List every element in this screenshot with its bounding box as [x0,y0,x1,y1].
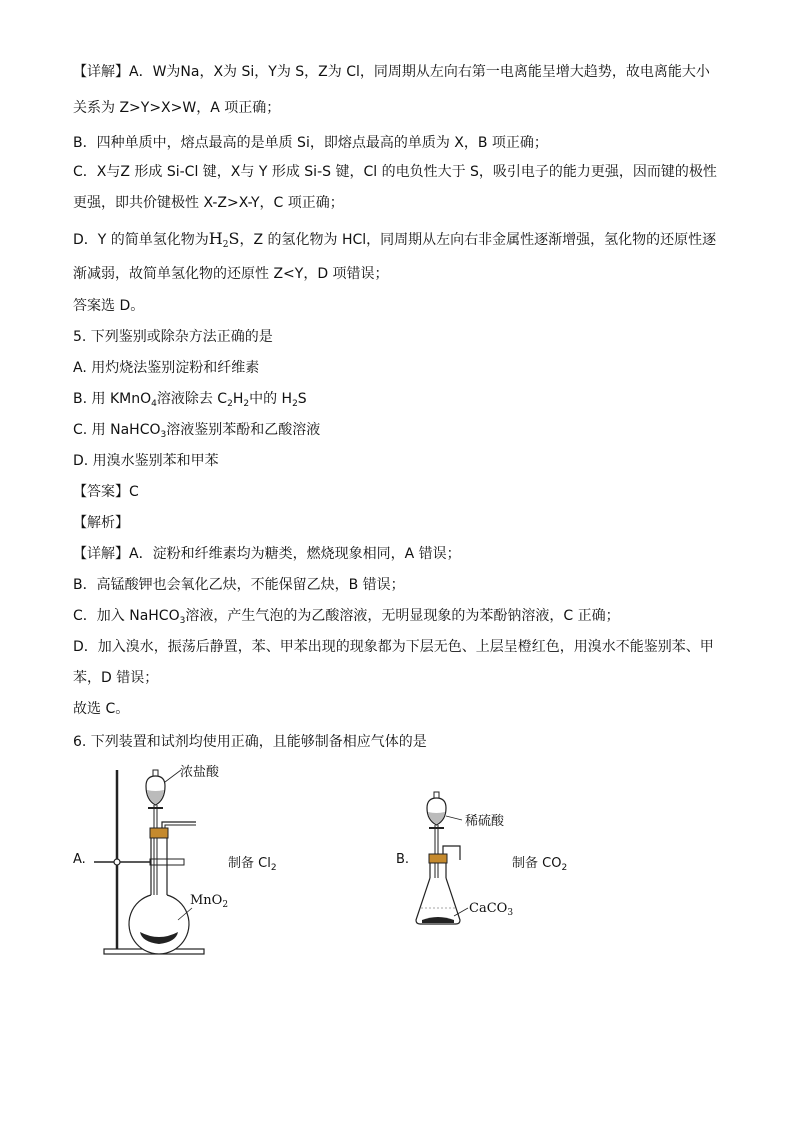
subscript: 2 [561,863,568,873]
answer-label: 【答案】C [73,484,139,500]
funnel-liquid [147,790,164,804]
explanation-line-4: D．加入溴水，振荡后静置，苯、甲苯出现的现象都为下层无色、上层呈橙红色，用溴水不能鉴别苯、甲 [73,639,714,655]
solution-paragraph-line-4: C．X与Z 形成 Si-Cl 键，X与 Y 形成 Si-S 键，Cl 的电负性大于 S，吸引电子的能力更强，因而键的极性 [73,164,717,180]
subscript: 3 [507,908,514,918]
clamp-knob [114,859,120,865]
rubber-stopper [429,854,447,863]
subscript: 2 [222,240,229,250]
text-span: H [208,229,223,248]
question-5-option-a: A. 用灼烧法鉴别淀粉和纤维素 [73,360,260,376]
text-span: C．加入 NaHCO [73,608,180,624]
subscript: 2 [243,399,250,409]
solution-paragraph-line-5: 更强，即共价键极性 X-Z>X-Y，C 项正确； [73,195,344,211]
delivery-tube-inner [165,825,196,828]
subscript: 3 [160,430,167,440]
explanation-line-1: 【详解】A．淀粉和纤维素均为糖类，燃烧现象相同，A 错误； [73,546,461,562]
subscript: 2 [222,900,229,910]
subscript: 3 [179,616,186,626]
explanation-line-6: 故选 C。 [73,701,130,717]
funnel-stopper [153,770,158,776]
conclusion-line: 答案选 D。 [73,298,145,314]
subscript: 4 [151,399,157,409]
option-b-letter: B. [396,852,410,867]
funnel-stopper [434,792,439,798]
text-span: 制备 Cl [228,856,271,871]
question-5-option-d: D. 用溴水鉴别苯和甲苯 [73,453,219,469]
text-span: MnO [190,893,223,908]
subscript: 2 [270,863,277,873]
text-span: S [228,229,240,248]
option-a-bottom-reagent [190,893,228,910]
text-span: D．Y 的简单氢化物为 [73,232,209,248]
text-span: CaCO [469,901,508,916]
question-5-option-b [73,389,307,414]
explanation-line-2: B．高锰酸钾也会氧化乙炔，不能保留乙炔，B 错误； [73,577,405,593]
text-span: S [297,391,307,407]
subscript: 2 [292,399,298,409]
option-a-top-reagent: 浓盐酸 [180,765,220,780]
funnel-liquid [428,812,445,824]
explanation-line-5: 苯，D 错误； [73,670,159,686]
solution-paragraph-line-1 [73,62,710,82]
question-5-stem: 5. 下列鉴别或除杂方法正确的是 [73,329,273,345]
text-span: H [232,391,244,407]
subscript: 2 [227,399,233,409]
question-6-stem: 6. 下列装置和试剂均使用正确，且能够制备相应气体的是 [73,734,427,750]
option-b-top-reagent: 稀硫酸 [465,814,505,829]
text-span: 制备 CO [512,856,562,871]
solution-paragraph-line-2: 关系为 Z>Y>X>W，A 项正确； [73,100,281,116]
explanation-line-3 [73,606,620,631]
chlorine-generation-apparatus-diagram [88,760,218,960]
text-span: B. 用 KMnO [73,391,152,407]
option-b-caption [512,852,567,873]
text-span: 【详解】A．W为Na，X为 Si，Y为 S，Z为 Cl，同周期从左向右第一电离能呈增大趋势，故电离能大小 [73,64,710,80]
option-a-caption [228,852,277,873]
text-span: 溶液鉴别苯酚和乙酸溶液 [166,422,321,438]
formula-h2s [209,229,240,248]
solution-paragraph-line-7: 渐减弱，故简单氢化物的还原性 Z<Y，D 项错误； [73,266,389,282]
text-span: C. 用 NaHCO [73,422,161,438]
analysis-label: 【解析】 [73,515,129,531]
question-5-option-c [73,420,320,445]
text-span: 溶液除去 C [156,391,228,407]
text-span: ，Z 的氢化物为 HCl，同周期从左向右非金属性逐渐增强，氢化物的还原性逐 [239,232,717,248]
rubber-stopper [150,828,168,838]
solution-paragraph-line-3: B．四种单质中，熔点最高的是单质 Si，即熔点最高的单质为 X，B 项正确； [73,135,548,151]
text-span: 中的 H [249,391,293,407]
option-b-bottom-reagent [469,901,513,918]
option-a-letter: A. [73,852,86,867]
round-bottom-flask [129,895,189,954]
text-span: 溶液，产生气泡的为乙酸溶液，无明显现象的为苯酚钠溶液，C 正确； [185,608,620,624]
solution-paragraph-line-6 [73,229,716,255]
leader-line-top [165,770,181,782]
leader-line-top [446,816,462,820]
